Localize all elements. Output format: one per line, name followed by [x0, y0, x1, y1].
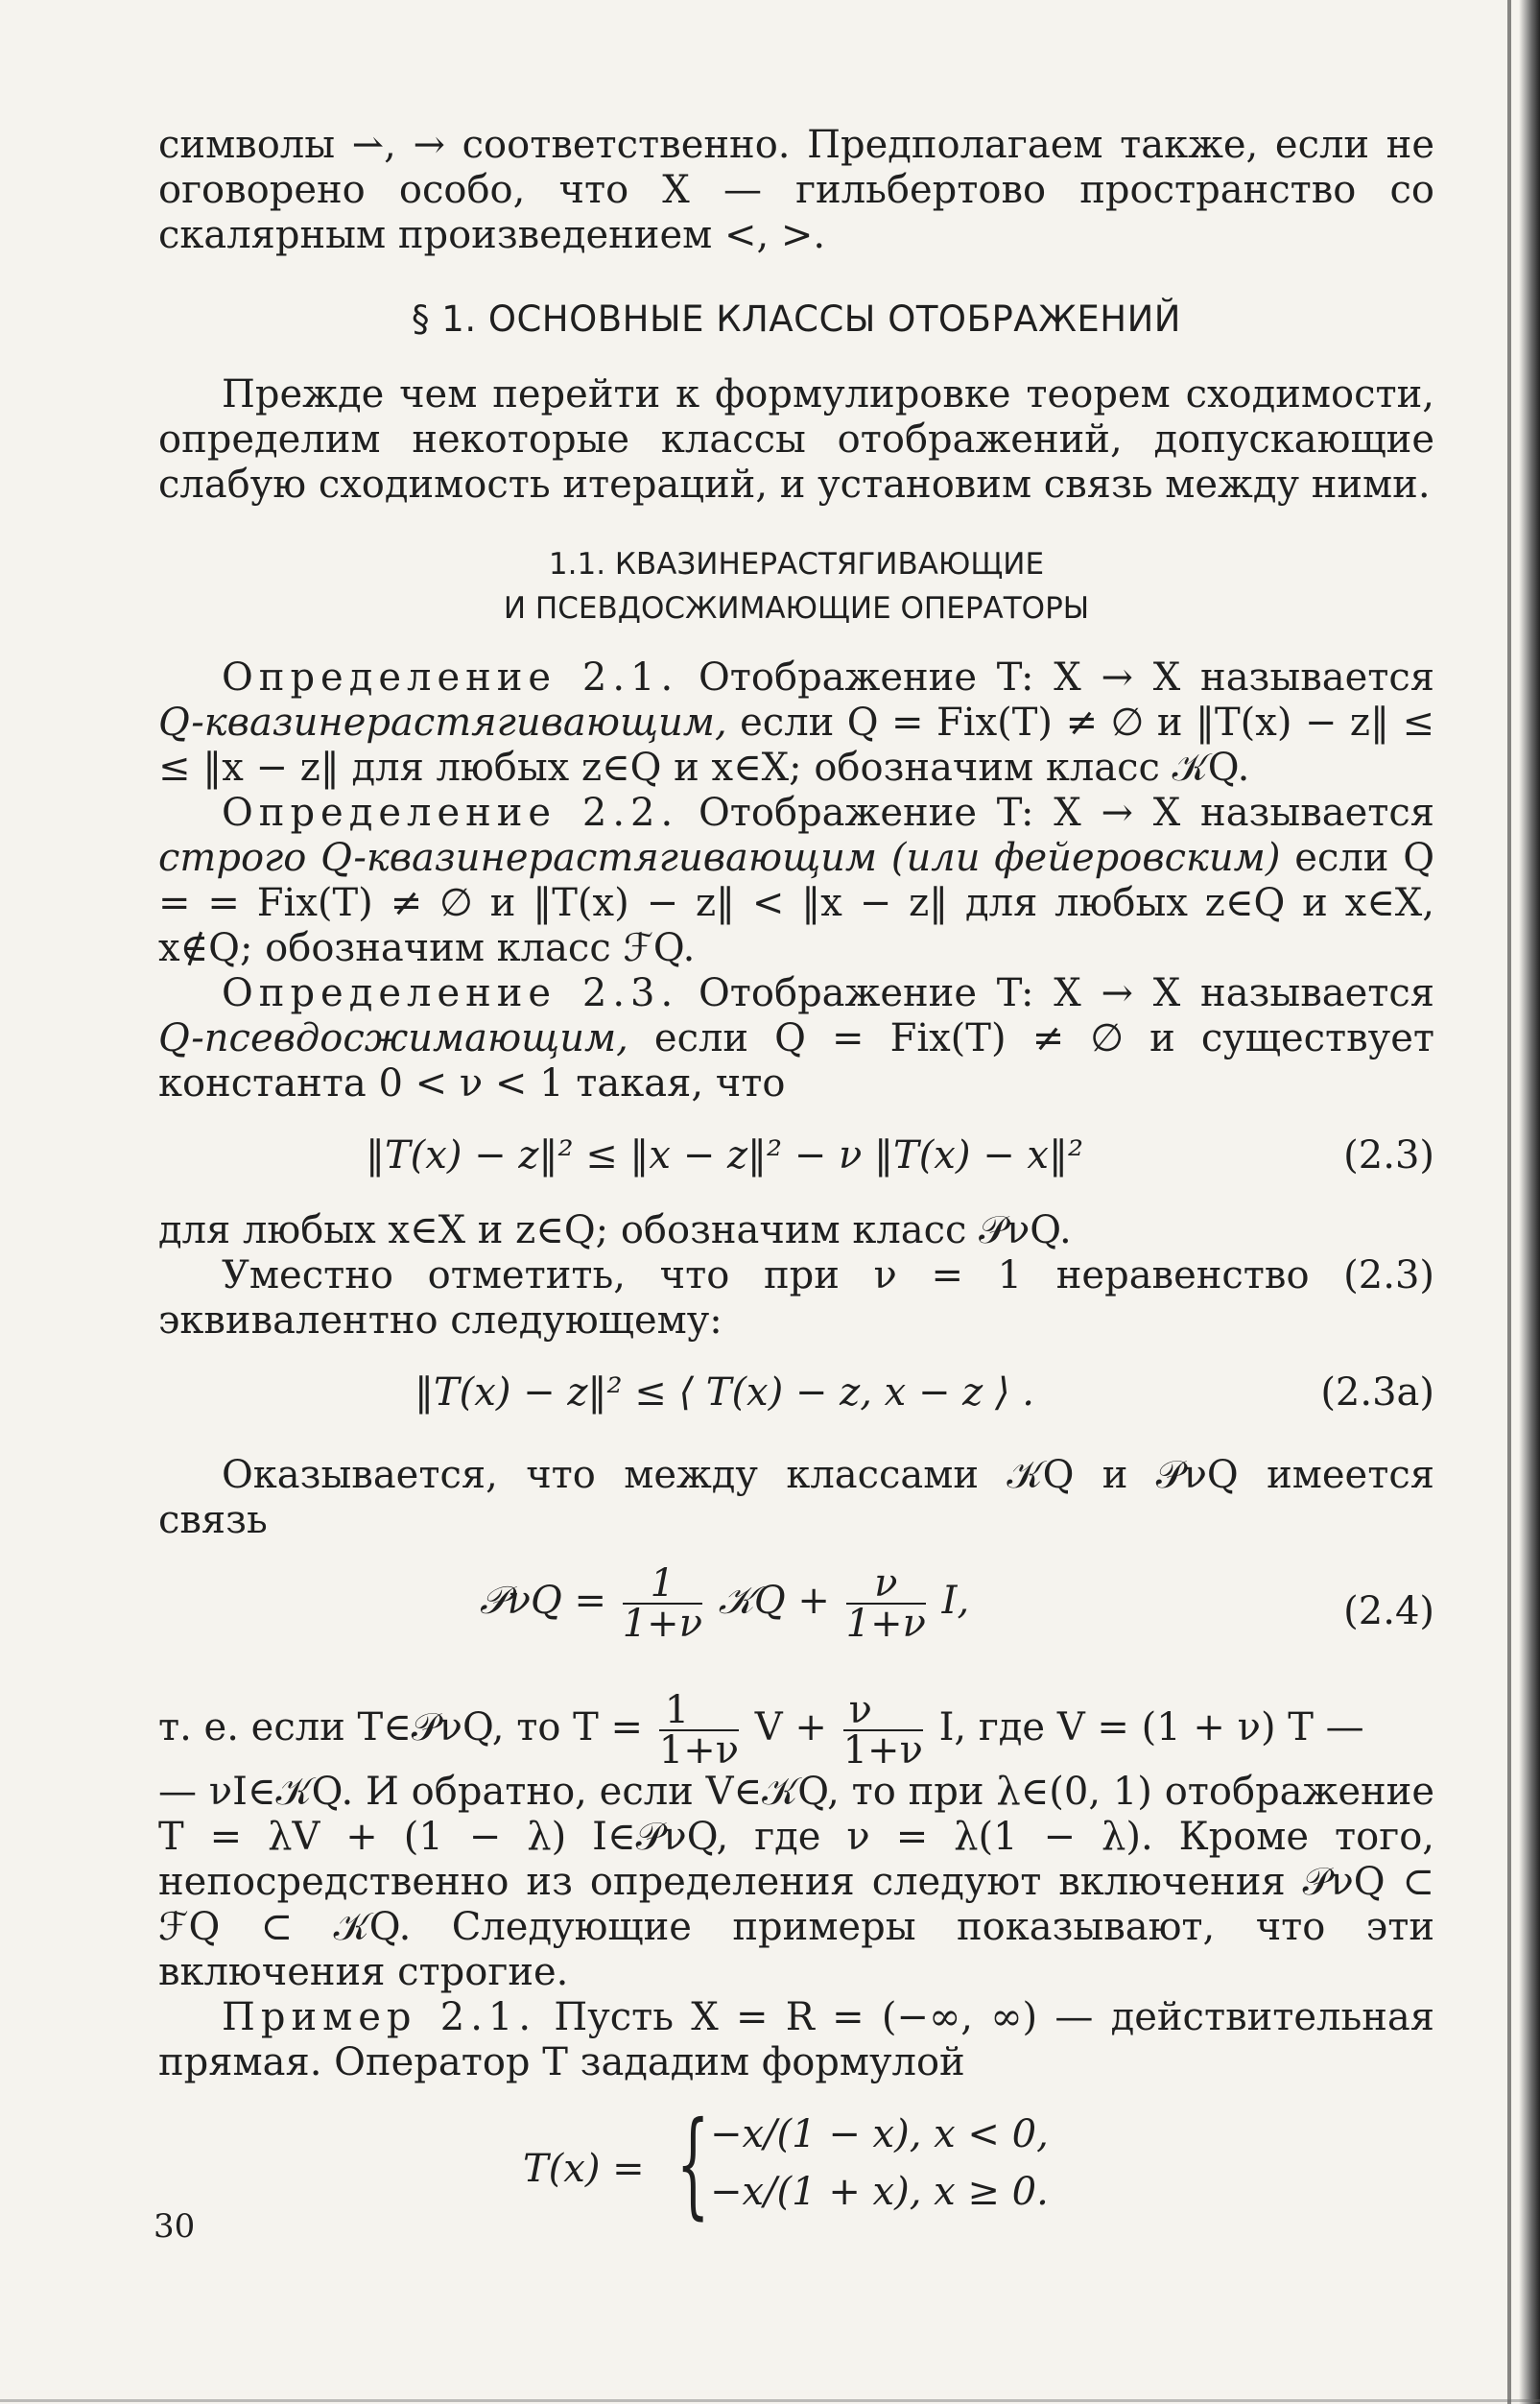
equation-number: (2.3а)	[1320, 1370, 1434, 1415]
fraction-numerator: ν	[846, 1564, 926, 1605]
definition-term: Q-псевдосжимающим,	[158, 1016, 628, 1060]
eq-middle: 𝒦Q +	[718, 1579, 830, 1623]
equation-number: (2.3)	[1343, 1133, 1434, 1178]
example-label: Пример 2.1.	[222, 1995, 537, 2039]
page-edge-line	[1507, 0, 1511, 2404]
fraction-denominator: 1+ν	[622, 1602, 703, 1646]
fraction-numerator: 1	[623, 1564, 702, 1605]
page-edge	[1519, 0, 1540, 2404]
piecewise-case-1: −x/(1 − x), x < 0,	[710, 2112, 1049, 2156]
equation-2-4	[158, 1561, 1434, 1670]
fraction-numerator: ν	[843, 1691, 923, 1731]
definition-2-3	[158, 971, 1434, 1107]
subsection-title-line2: И ПСЕВДОСЖИМАЮЩИЕ ОПЕРАТОРЫ	[503, 591, 1090, 626]
example-text: Пусть X = R = (−∞, ∞) — действительная прямая. Оператор T зададим формулой	[158, 1995, 1434, 2084]
te-text: I, где V = (1 + ν) T —	[938, 1705, 1364, 1749]
left-brace: {	[676, 2098, 710, 2231]
remark-paragraph: Уместно отметить, что при ν = 1 неравенство (2.3) эквивалентно следующему:	[158, 1253, 1434, 1343]
fraction-numerator: 1	[659, 1691, 739, 1731]
definition-2-2	[158, 791, 1434, 971]
section-title: § 1. ОСНОВНЫЕ КЛАССЫ ОТОБРАЖЕНИЙ	[412, 298, 1181, 340]
intro-paragraph: символы ⇀, → соответственно. Предполагаем также, если не оговорено особо, что X — гильбертово пространство со скалярным произведением <, >.	[158, 123, 1434, 257]
eq-lhs: 𝒫νQ =	[479, 1579, 607, 1623]
definition-term: строго Q-квазинерастягивающим (или фейеровским)	[158, 836, 1281, 880]
relation-line: Оказывается, что между классами 𝒦Q и 𝒫νQ имеется связь	[158, 1453, 1434, 1542]
te-text: т. е. если T∈𝒫νQ, то T =	[158, 1705, 644, 1749]
fraction-denominator: 1+ν	[842, 1728, 923, 1773]
piecewise-lhs: T(x) =	[523, 2147, 645, 2191]
definition-label: Определение 2.2.	[222, 791, 679, 835]
piecewise-case-2: −x/(1 + x), x ≥ 0.	[710, 2170, 1049, 2214]
fraction	[842, 1688, 923, 1773]
definition-text: Отображение T: X → X называется	[678, 791, 1435, 835]
fraction-denominator: 1+ν	[845, 1602, 926, 1646]
fraction	[622, 1561, 703, 1646]
definition-label: Определение 2.1.	[222, 655, 679, 700]
section-intro: Прежде чем перейти к формулировке теорем сходимости, определим некоторые классы отображений, допускающие слабую сходимость итераций, и установим связь между ними.	[158, 372, 1434, 507]
example-2-1	[158, 1995, 1434, 2085]
definition-term: Q-квазинерастягивающим,	[158, 701, 727, 745]
definition-label: Определение 2.3.	[222, 971, 679, 1015]
te-line	[158, 1688, 1434, 1773]
equation-body: ‖T(x) − z‖² ≤ ⟨ T(x) − z, x − z ⟩ .	[415, 1370, 1034, 1415]
te-continuation: — νI∈𝒦Q. И обратно, если V∈𝒦Q, то при λ∈(0, 1) отображение T = λV + (1 − λ) I∈𝒫νQ, где ν = λ(1 − λ). Кроме того, непосредственно из определения следуют включения 𝒫νQ ⊂ ℱQ ⊂ 𝒦Q. Следующие примеры показывают, что эти включения строгие.	[158, 1770, 1434, 1994]
bottom-edge-line	[0, 2399, 1540, 2402]
eq-rhs: I,	[941, 1579, 970, 1623]
fraction-denominator: 1+ν	[658, 1728, 740, 1773]
equation-body: ‖T(x) − z‖² ≤ ‖x − z‖² − ν ‖T(x) − x‖²	[365, 1133, 1084, 1178]
te-text: V +	[754, 1705, 827, 1749]
definition-2-1	[158, 655, 1434, 791]
definition-text: если Q = Fix(T) ≠ ∅ и ‖T(x) − z‖ ≤ ≤ ‖x − z‖ для любых z∈Q и x∈X; обозначим класс 𝒦Q.	[158, 701, 1434, 790]
equation-2-3a	[158, 1365, 1434, 1424]
subsection-title	[158, 542, 1434, 631]
fraction	[845, 1561, 926, 1646]
fraction	[658, 1688, 740, 1773]
after-equation-2-3: для любых x∈X и z∈Q; обозначим класс 𝒫νQ.	[158, 1208, 1072, 1252]
equation-body	[158, 1561, 1291, 1646]
equation-number: (2.4)	[1343, 1589, 1434, 1633]
page-number: 30	[154, 2207, 196, 2246]
equation-2-3	[158, 1128, 1434, 1187]
definition-text: Отображение T: X → X называется	[678, 655, 1435, 700]
definition-text: если Q = Fix(T) ≠ ∅ и существует константа 0 < ν < 1 такая, что	[158, 1016, 1434, 1106]
definition-text: Отображение T: X → X называется	[678, 971, 1435, 1015]
definition-text: если Q = = Fix(T) ≠ ∅ и ‖T(x) − z‖ < ‖x − z‖ для любых z∈Q и x∈X, x∉Q; обозначим класс ℱQ.	[158, 836, 1435, 970]
subsection-title-line1: 1.1. КВАЗИНЕРАСТЯГИВАЮЩИЕ	[548, 547, 1045, 582]
